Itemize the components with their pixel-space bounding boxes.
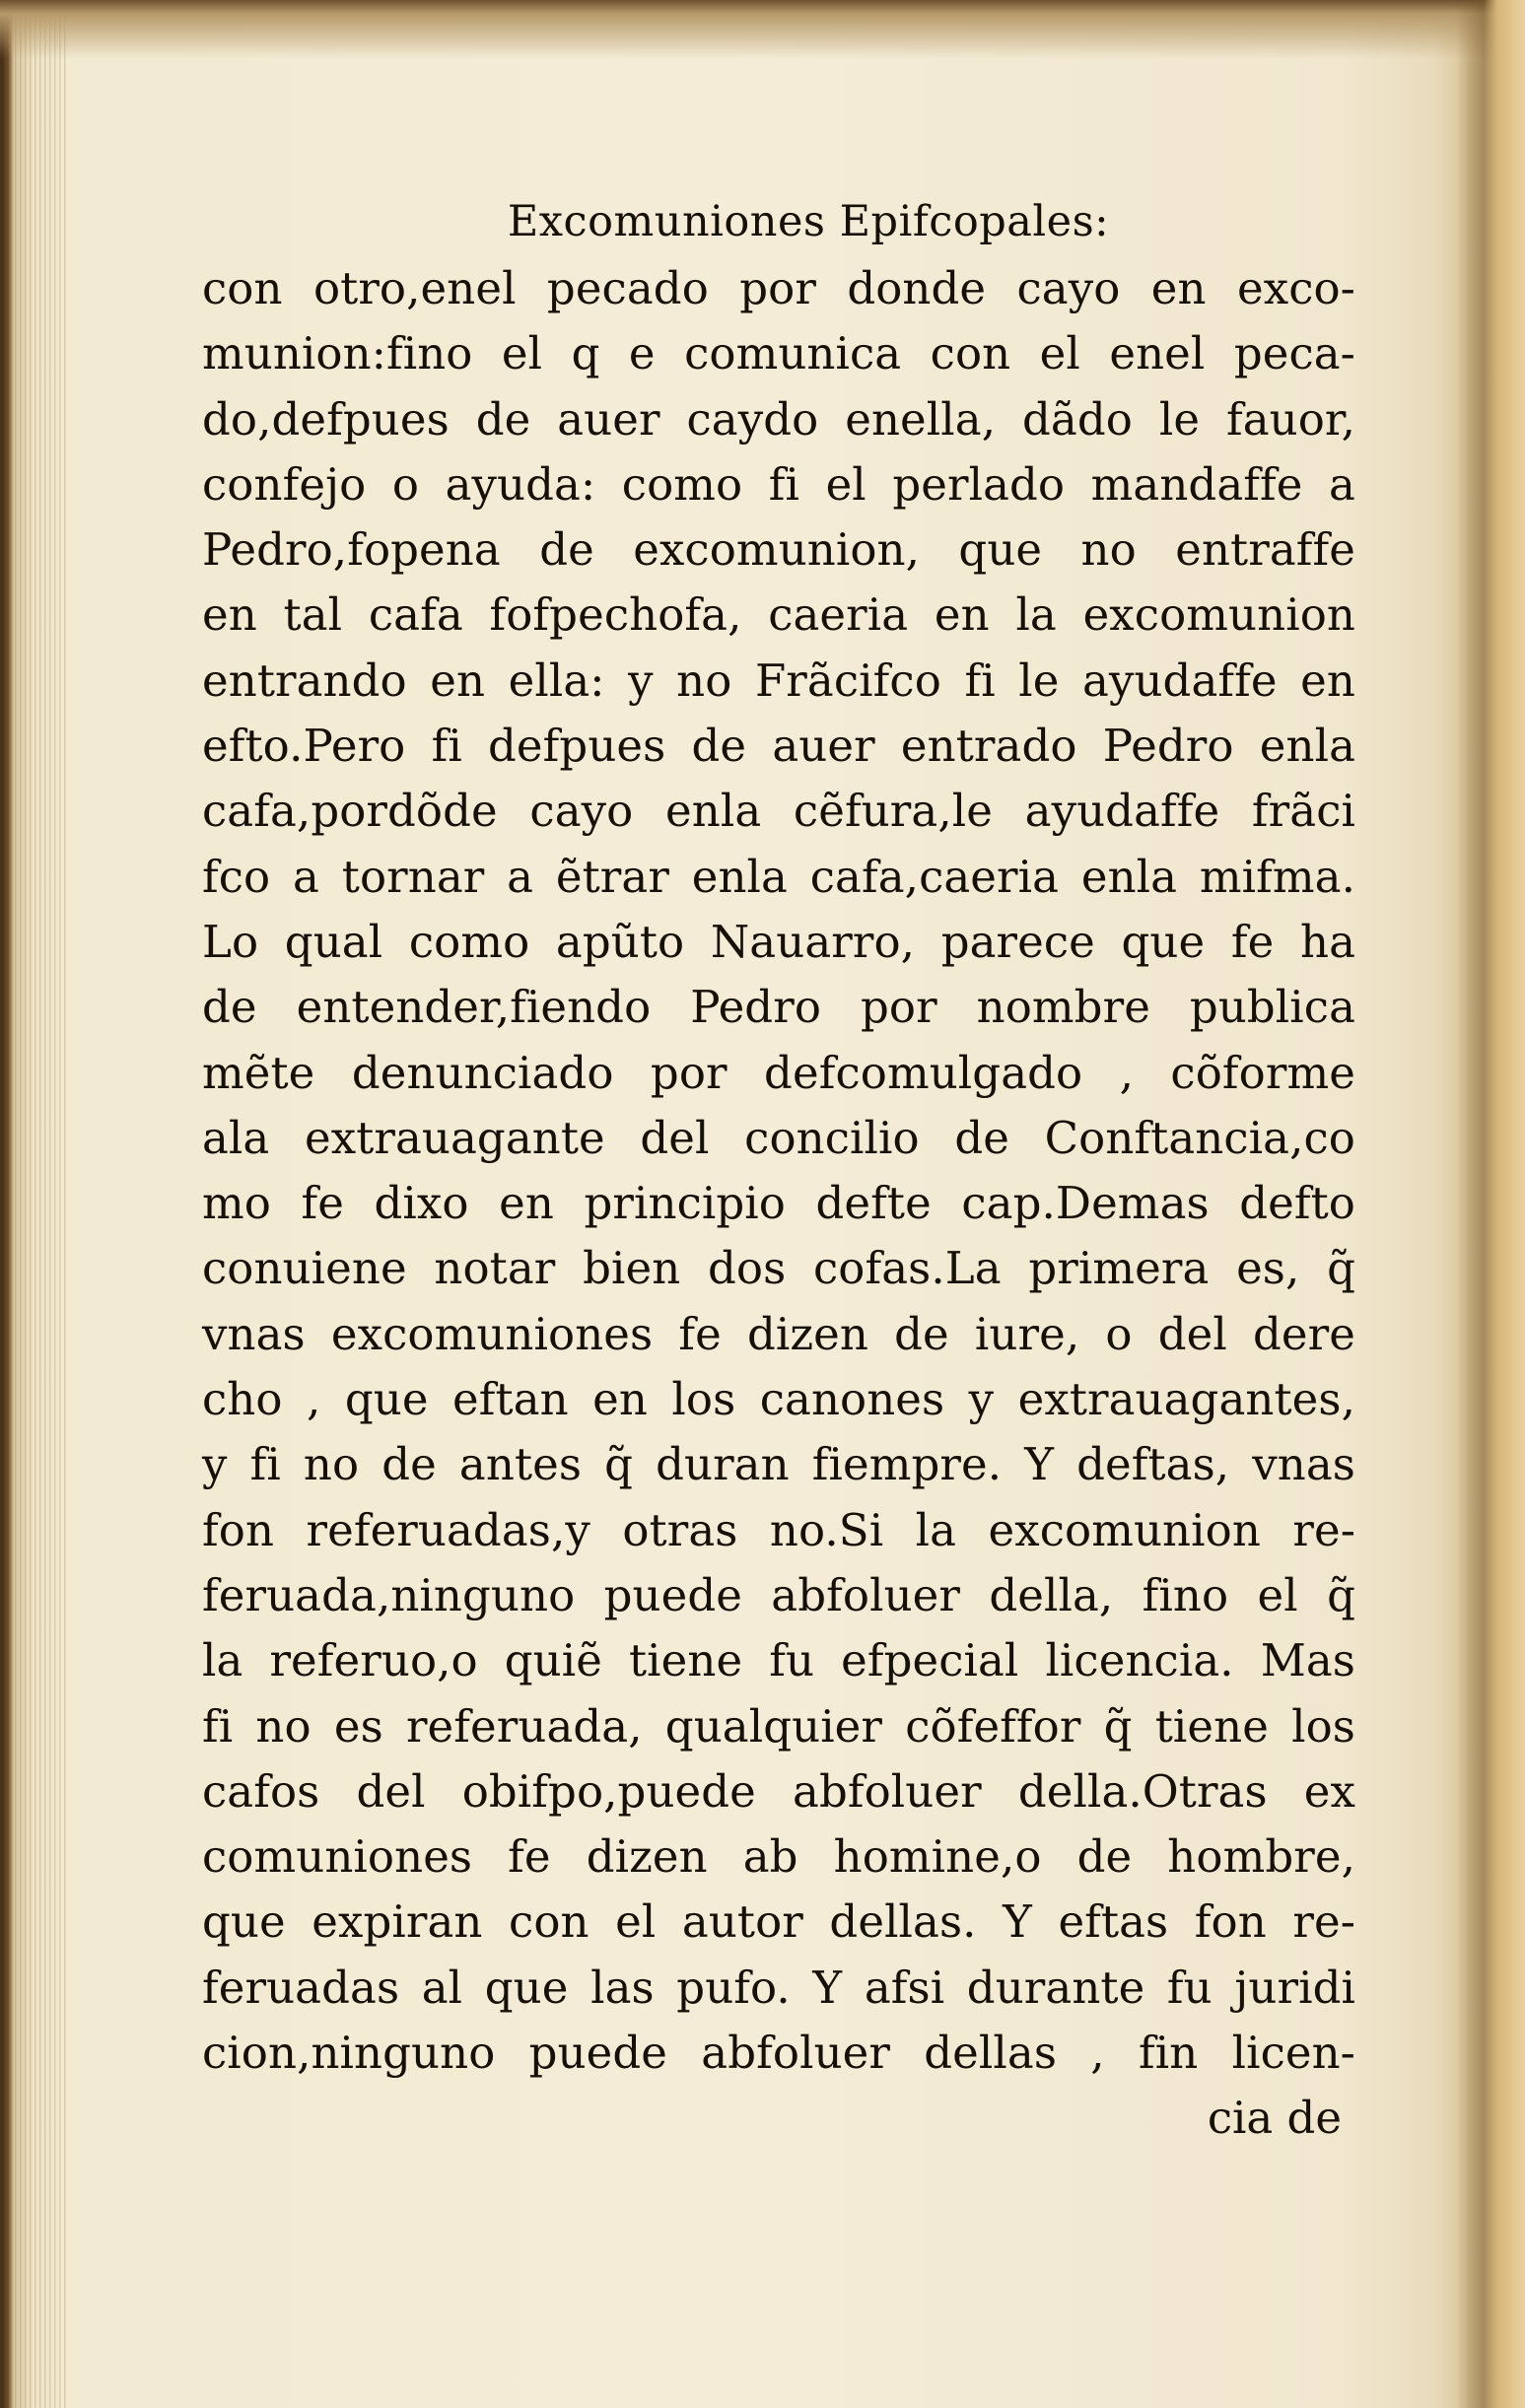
text-line: fi no es referuada, qualquier cõfeffor q̃ tiene los (202, 1699, 1355, 1753)
catchword: cia de (1207, 2092, 1342, 2145)
text-line: munion:fino el q e comunica con el enel peca- (202, 327, 1355, 380)
text-line: confejo o ayuda: como fi el perlado mandaffe a (202, 457, 1355, 511)
binding-gutter (1456, 0, 1525, 2408)
text-line: que expiran con el autor dellas. Y eftas fon re- (202, 1895, 1355, 1949)
text-line: fco a tornar a ẽtrar enla cafa,caeria enla mifma. (202, 850, 1355, 903)
text-line: con otro,enel pecado por donde cayo en exco- (202, 262, 1355, 314)
page-edge-left (0, 0, 67, 2408)
text-line: ala extrauagante del concilio de Conftancia,co (202, 1111, 1355, 1164)
text-line: comuniones fe dizen ab homine,o de hombre, (202, 1830, 1355, 1884)
text-line: cho , que eftan en los canones y extrauagantes, (202, 1373, 1355, 1426)
text-line: feruadas al que las pufo. Y afsi durante fu juridi (202, 1961, 1355, 2014)
text-line: conuiene notar bien dos cofas.La primera es, q̃ (202, 1242, 1355, 1295)
text-line: feruada,ninguno puede abfoluer della, fino el q̃ (202, 1568, 1355, 1621)
text-line: do,defpues de auer caydo enella, dãdo le fauor, (202, 392, 1355, 446)
text-line: y fi no de antes q̃ duran fiempre. Y deftas, vnas (202, 1438, 1355, 1491)
text-line: mẽte denunciado por defcomulgado , cõforme (202, 1046, 1355, 1099)
text-block (202, 193, 1355, 2151)
text-line: de entender,fiendo Pedro por nombre publica (202, 981, 1355, 1034)
text-line: en tal cafa fofpechofa, caeria en la excomunion (202, 588, 1355, 642)
running-head: Excomuniones Epifcopales: (507, 197, 1110, 246)
text-line: fon referuadas,y otras no.Si la excomunion re- (202, 1503, 1355, 1556)
text-line: entrando en ella: y no Frãcifco fi le ayudaffe en (202, 654, 1355, 707)
text-line: Pedro,fopena de excomunion, que no entraffe (202, 523, 1355, 577)
text-line: cafos del obifpo,puede abfoluer della.Otras ex (202, 1764, 1355, 1818)
text-line: vnas excomuniones fe dizen de iure, o del dere (202, 1307, 1355, 1360)
text-line: efto.Pero fi defpues de auer entrado Pedro enla (202, 720, 1355, 773)
text-line: Lo qual como apũto Nauarro, parece que fe ha (202, 915, 1355, 968)
text-line: cafa,pordõde cayo enla cẽfura,le ayudaffe frãci (202, 785, 1355, 838)
page-top-shadow (0, 0, 1525, 59)
text-line: cion,ninguno puede abfoluer dellas , fin licen- (202, 2027, 1355, 2080)
text-line: mo fe dixo en principio defte cap.Demas defto (202, 1177, 1355, 1230)
text-line: la referuo,o quiẽ tiene fu efpecial licencia. Mas (202, 1634, 1355, 1687)
